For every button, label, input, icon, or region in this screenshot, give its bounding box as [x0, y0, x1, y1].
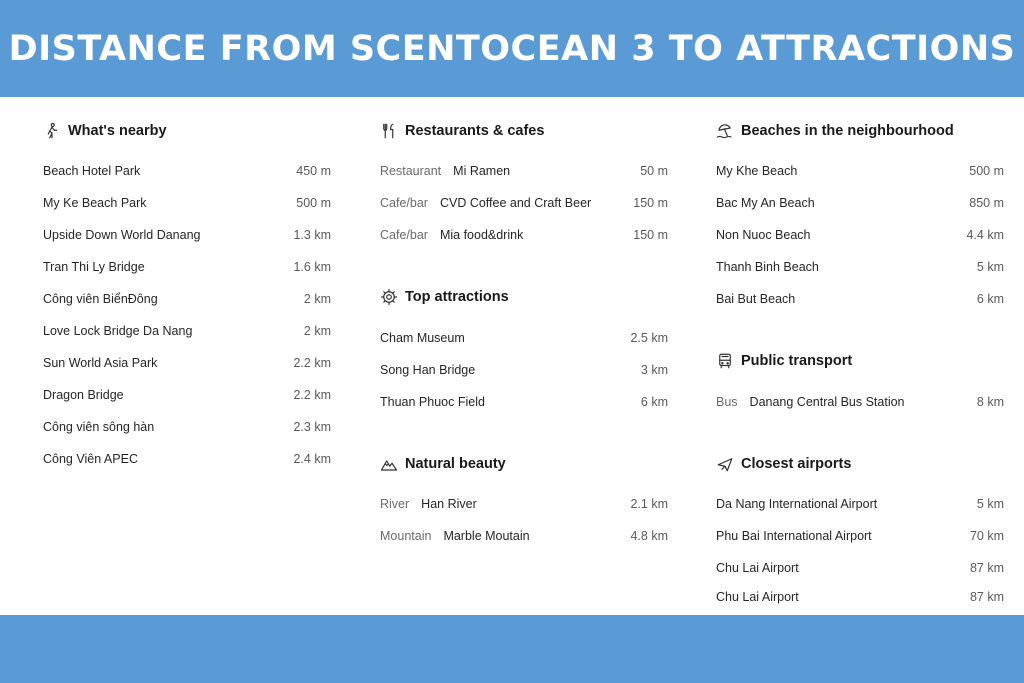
list-item: Non Nuoc Beach 4.4 km	[716, 228, 1004, 242]
list-item: Dragon Bridge 2.2 km	[43, 388, 331, 402]
list-item: Upside Down World Danang 1.3 km	[43, 228, 331, 242]
walking-person-icon	[43, 122, 61, 140]
bus-icon	[716, 352, 734, 370]
fork-knife-icon	[380, 122, 398, 140]
list-item: Restaurant Mi Ramen 50 m	[380, 164, 668, 178]
section-title-top-attractions: Top attractions	[380, 286, 509, 308]
attraction-gear-icon	[380, 288, 398, 306]
list-item: Chu Lai Airport 87 km	[716, 590, 1004, 604]
list-item: Công viên sông hàn 2.3 km	[43, 420, 331, 434]
section-title-natural-beauty: Natural beauty	[380, 453, 506, 475]
section-title-beaches: Beaches in the neighbourhood	[716, 120, 954, 142]
list-item: Cafe/bar CVD Coffee and Craft Beer 150 m	[380, 196, 668, 210]
list-item: Phu Bai International Airport 70 km	[716, 529, 1004, 543]
list-item: Sun World Asia Park 2.2 km	[43, 356, 331, 370]
list-item: Bac My An Beach 850 m	[716, 196, 1004, 210]
list-item: Công Viên APEC 2.4 km	[43, 452, 331, 466]
page-title: DISTANCE FROM SCENTOCEAN 3 TO ATTRACTIONS	[8, 28, 1016, 69]
list-item: Tran Thi Ly Bridge 1.6 km	[43, 260, 331, 274]
list-item: Thanh Binh Beach 5 km	[716, 260, 1004, 274]
list-item: Thuan Phuoc Field 6 km	[380, 395, 668, 409]
airplane-icon	[716, 455, 734, 473]
list-item: Cafe/bar Mia food&drink 150 m	[380, 228, 668, 242]
list-item: Song Han Bridge 3 km	[380, 363, 668, 377]
list-item: Beach Hotel Park 450 m	[43, 164, 331, 178]
list-item: Chu Lai Airport 87 km	[716, 561, 1004, 575]
list-item: Da Nang International Airport 5 km	[716, 497, 1004, 511]
list-item: Bus Danang Central Bus Station 8 km	[716, 395, 1004, 409]
list-item: Cham Museum 2.5 km	[380, 331, 668, 345]
section-title-nearby: What's nearby	[43, 120, 167, 142]
list-item: Love Lock Bridge Da Nang 2 km	[43, 324, 331, 338]
list-item: Công viên BiểnĐông 2 km	[43, 292, 331, 306]
list-item: Bai But Beach 6 km	[716, 292, 1004, 306]
beach-umbrella-icon	[716, 122, 734, 140]
section-title-restaurants: Restaurants & cafes	[380, 120, 544, 142]
list-item: My Khe Beach 500 m	[716, 164, 1004, 178]
title-banner	[0, 0, 1024, 97]
list-item: River Han River 2.1 km	[380, 497, 668, 511]
list-item: Mountain Marble Moutain 4.8 km	[380, 529, 668, 543]
section-title-airports: Closest airports	[716, 453, 851, 475]
attractions-panel	[0, 97, 1024, 615]
list-item: My Ke Beach Park 500 m	[43, 196, 331, 210]
mountain-icon	[380, 455, 398, 473]
section-title-transport: Public transport	[716, 350, 852, 372]
